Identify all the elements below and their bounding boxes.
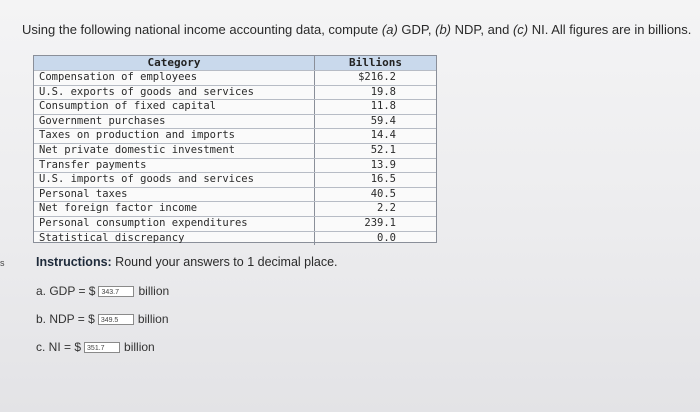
row-value: 59.4 xyxy=(370,114,396,127)
table-row xyxy=(34,172,436,187)
row-value: 16.5 xyxy=(370,173,396,186)
table-row xyxy=(34,85,436,100)
row-category: Net foreign factor income xyxy=(34,202,315,216)
ndp-input[interactable]: 349.5 xyxy=(98,314,134,325)
ni-label: c. NI = $ xyxy=(36,340,82,354)
header-category: Category xyxy=(34,56,315,70)
ni-unit: billion xyxy=(124,340,155,354)
row-value: 19.8 xyxy=(370,85,396,98)
question-text xyxy=(22,22,692,37)
table-row xyxy=(34,187,436,202)
row-category: Taxes on production and imports xyxy=(34,129,315,143)
row-category: Personal consumption expenditures xyxy=(34,217,315,231)
row-value: 13.9 xyxy=(370,158,396,171)
side-mark: s xyxy=(0,258,5,268)
ndp-unit: billion xyxy=(137,312,169,326)
part-a-text: GDP, xyxy=(397,22,436,37)
table-row xyxy=(34,231,436,246)
table-row xyxy=(34,216,436,231)
row-value: 0.0 xyxy=(377,231,396,244)
row-category: U.S. imports of goods and services xyxy=(34,173,315,187)
table-row xyxy=(34,70,436,85)
part-c-text: NI. All figures are in billions. xyxy=(528,22,692,37)
row-value: 52.1 xyxy=(370,143,396,156)
row-category: Consumption of fixed capital xyxy=(34,100,315,114)
part-b-letter: (b) xyxy=(435,22,452,37)
gdp-input[interactable]: 343.7 xyxy=(98,286,134,297)
part-b-text: NDP, and xyxy=(451,22,513,37)
instructions xyxy=(36,255,338,269)
row-category: Statistical discrepancy xyxy=(34,232,315,246)
gdp-label: a. GDP = $ xyxy=(36,284,96,298)
table-row xyxy=(34,158,436,173)
ndp-label: b. NDP = $ xyxy=(36,312,95,326)
table-row xyxy=(34,201,436,216)
table-row xyxy=(34,143,436,158)
instructions-text: Round your answers to 1 decimal place. xyxy=(111,255,338,269)
table-row xyxy=(34,114,436,129)
income-data-table xyxy=(33,55,437,243)
row-category: U.S. exports of goods and services xyxy=(34,86,315,100)
gdp-answer-row xyxy=(36,284,169,298)
row-value: 239.1 xyxy=(364,216,396,229)
row-value: 2.2 xyxy=(377,202,396,215)
ndp-answer-row xyxy=(36,312,169,326)
row-category: Transfer payments xyxy=(34,159,315,173)
part-a-letter: (a) xyxy=(381,22,398,37)
table-row xyxy=(34,99,436,114)
row-value: $216.2 xyxy=(358,71,396,83)
row-value: 40.5 xyxy=(370,187,396,200)
table-header xyxy=(34,56,436,70)
row-value: 11.8 xyxy=(370,100,396,113)
ni-input[interactable]: 351.7 xyxy=(84,342,120,353)
row-value: 14.4 xyxy=(370,129,396,142)
part-c-letter: (c) xyxy=(512,22,529,37)
ni-answer-row xyxy=(36,340,155,354)
row-category: Personal taxes xyxy=(34,188,315,202)
row-category: Compensation of employees xyxy=(34,71,315,85)
row-category: Net private domestic investment xyxy=(34,144,315,158)
table-row xyxy=(34,128,436,143)
header-billions: Billions xyxy=(315,56,436,70)
row-category: Government purchases xyxy=(34,115,315,129)
instructions-label: Instructions: xyxy=(36,255,112,269)
question-prefix: Using the following national income accounting data, compute xyxy=(22,22,382,37)
gdp-unit: billion xyxy=(138,284,170,298)
